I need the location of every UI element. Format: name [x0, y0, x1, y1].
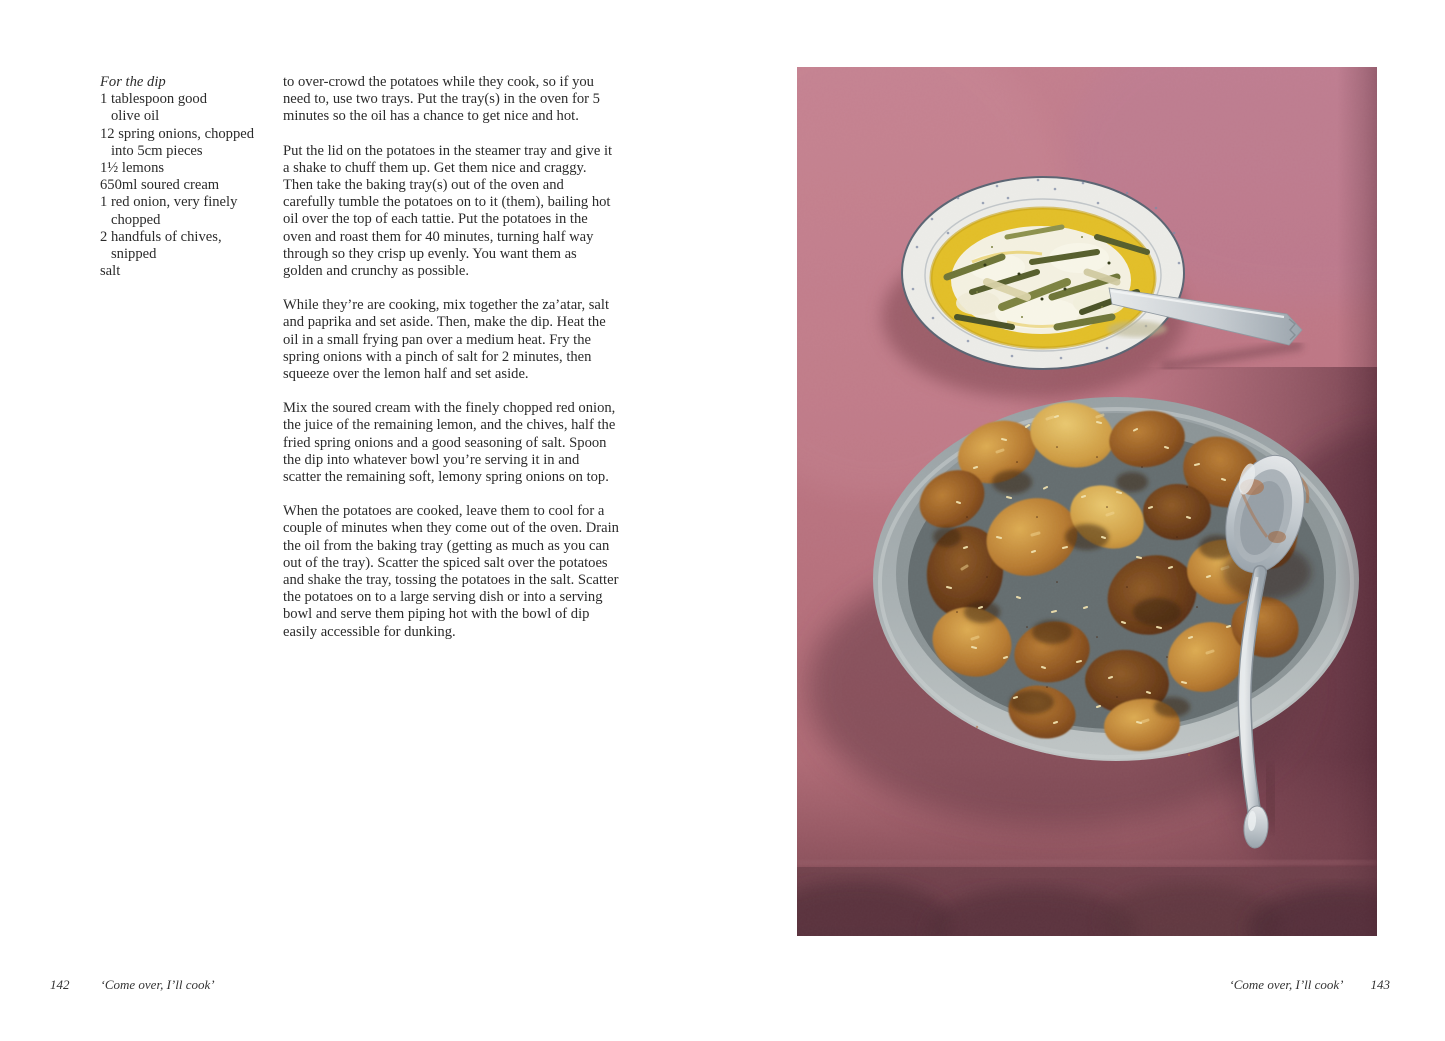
left-page-footer	[50, 977, 215, 993]
instruction-paragraph: When the potatoes are cooked, leave them to cool for a couple of minutes when they come out of the oven. Drain the oil from the baking tray (getting as much as you can out of the tray). Scatter the spiced salt over the potatoes and shake the tray, tossing the potatoes in the salt. Scatter the potatoes on to a large serving dish or into a serving bowl and serve them piping hot with the bowl of dip easily accessible for dunking.	[283, 503, 619, 640]
ingredients-list	[100, 74, 286, 280]
right-page-footer	[1229, 977, 1390, 993]
running-title: ‘Come over, I’ll cook’	[100, 977, 215, 992]
recipe-photo	[797, 67, 1377, 936]
ingredient-line: salt	[100, 263, 121, 280]
instruction-paragraph: to over-crowd the potatoes while they cook, so if you need to, use two trays. Put the tray(s) in the oven for 5 minutes so the oil has a chance to get nice and hot.	[283, 74, 600, 125]
ingredient-line: 12 spring onions, chopped	[100, 125, 255, 142]
recipe-instructions	[283, 74, 619, 658]
instruction-paragraph: Put the lid on the potatoes in the steamer tray and give it a shake to chuff them up. Get them nice and craggy. Then take the baking tray(s) out of the oven and carefully tumble the potatoes on to it (them), bailing hot oil over the top of each tattie. Put the potatoes in the oven and roast them for 40 minutes, turning half way through so they crisp up evenly. You want them as golden and crunchy as possible.	[283, 142, 613, 280]
ingredient-line: snipped	[111, 246, 157, 263]
page-number: 142	[50, 977, 70, 992]
page-number: 143	[1370, 977, 1390, 992]
ingredient-line: chopped	[111, 211, 161, 228]
ingredient-line: For the dip	[100, 74, 166, 90]
food-photo	[797, 67, 1377, 936]
ingredient-line: 1½ lemons	[100, 160, 165, 177]
instruction-paragraph: While they’re are cooking, mix together the za’atar, salt and paprika and set aside. Then, make the dip. Heat the oil in a small frying pan over a medium heat. Fry the spring onions with a pinch of salt for 2 minutes, then squeeze over the lemon half and set aside.	[283, 297, 610, 383]
ingredient-line: 2 handfuls of chives,	[100, 228, 222, 245]
instruction-paragraph: Mix the soured cream with the finely chopped red onion, the juice of the remaining lemon, and the chives, half the fried spring onions and a good seasoning of salt. Spoon the dip into whatever bowl you’re serving it in and scatter the remaining soft, lemony spring onions on top.	[283, 400, 616, 486]
running-title: ‘Come over, I’ll cook’	[1229, 977, 1344, 992]
ingredient-line: into 5cm pieces	[111, 142, 203, 159]
ingredient-line: olive oil	[111, 108, 160, 125]
ingredient-line: 1 tablespoon good	[100, 91, 208, 108]
ingredient-line: 650ml soured cream	[100, 177, 220, 194]
ingredient-line: 1 red onion, very finely	[100, 194, 238, 211]
